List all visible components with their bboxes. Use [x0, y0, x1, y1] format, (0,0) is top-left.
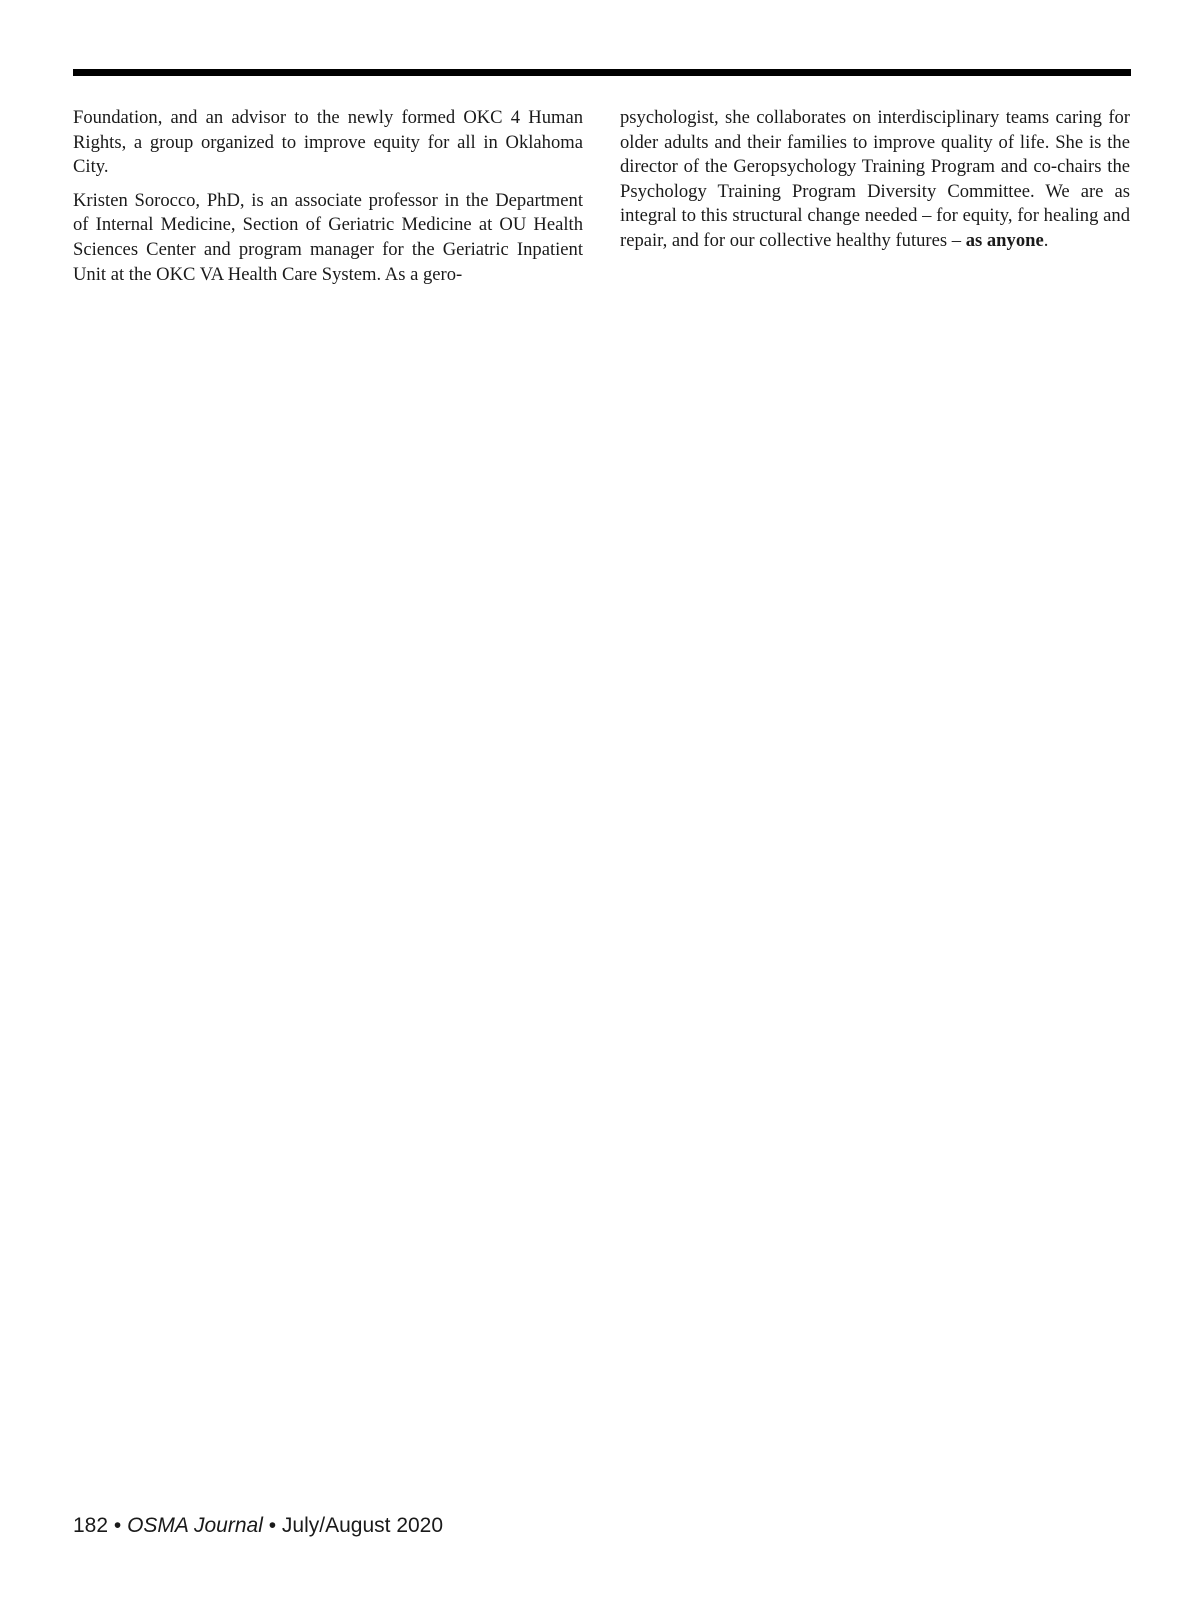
- footer-separator-1: •: [113, 1514, 122, 1537]
- right-column: [620, 106, 1130, 263]
- header-rule: [73, 69, 1131, 76]
- paragraph-end-punctuation: .: [1043, 229, 1049, 251]
- right-paragraph-text: psychologist, she collaborates on interdisciplinary teams caring for older adults and their families to improve quality of life. She is the director of the Geropsychology Training Program and co-chairs the Psychology Training Program Diversity Committee. We are as integral to this structural change needed – for equity, for healing and repair, and for our collective healthy futures –: [620, 107, 1130, 251]
- issue-date: July/August 2020: [281, 1514, 444, 1537]
- journal-title: OSMA Journal: [127, 1514, 263, 1537]
- bold-phrase: as anyone: [965, 229, 1044, 251]
- page-footer: [73, 1514, 443, 1538]
- left-column: [73, 106, 583, 296]
- page-number: 182: [73, 1514, 109, 1537]
- left-paragraph-1: Foundation, and an advisor to the newly formed OKC 4 Human Rights, a group organized to improve equity for all in Oklahoma City.: [73, 107, 583, 178]
- footer-separator-2: •: [268, 1514, 277, 1537]
- left-paragraph-2: Kristen Sorocco, PhD, is an associate professor in the Department of Internal Medicine, Section of Geriatric Medicine at OU Health Sciences Center and program manager for the Geriatric Inpatient Unit at the OKC VA Health Care System. As a gero-: [73, 189, 583, 285]
- right-paragraph-1: [620, 106, 1130, 254]
